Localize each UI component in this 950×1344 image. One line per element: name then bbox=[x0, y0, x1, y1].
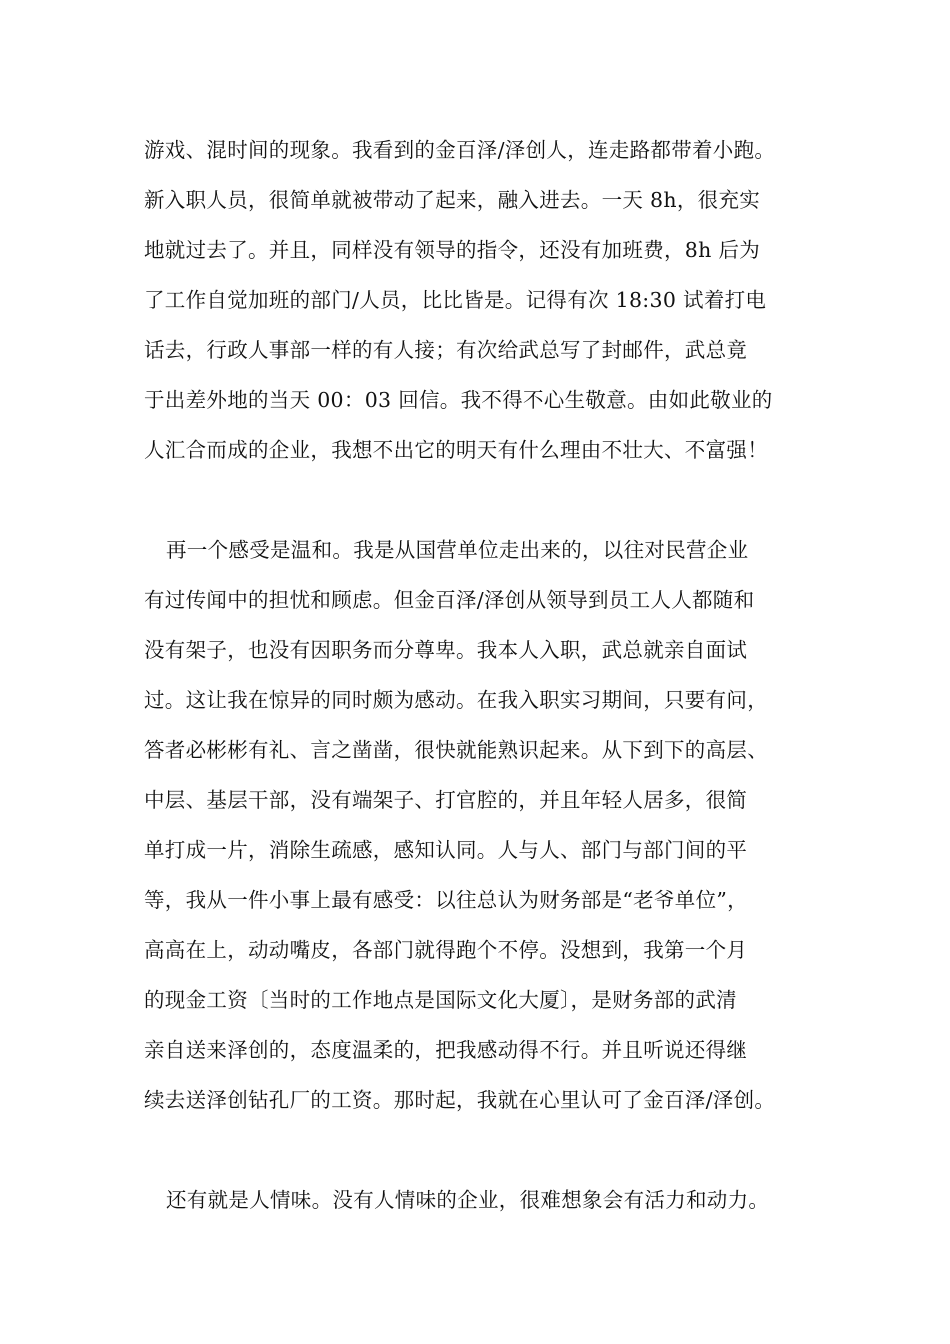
text-line: 中层、基层干部，没有端架子、打官腔的，并且年轻人居多，很简 bbox=[144, 788, 748, 812]
text-line: 还有就是人情味。没有人情味的企业，很难想象会有活力和动力。 bbox=[166, 1188, 770, 1212]
text-line: 等，我从一件小事上最有感受：以往总认为财务部是“老爷单位”， bbox=[144, 888, 748, 912]
text-line: 地就过去了。并且，同样没有领导的指令，还没有加班费，8h 后为 bbox=[144, 238, 761, 262]
text-line: 游戏、混时间的现象。我看到的金百泽/泽创人，连走路都带着小跑。 bbox=[144, 138, 776, 162]
text-line: 了工作自觉加班的部门/人员，比比皆是。记得有次 18:30 试着打电 bbox=[144, 288, 767, 312]
text-line: 续去送泽创钻孔厂的工资。那时起，我就在心里认可了金百泽/泽创。 bbox=[144, 1088, 776, 1112]
text-line: 亲自送来泽创的，态度温柔的，把我感动得不行。并且听说还得继 bbox=[144, 1038, 748, 1062]
text-line: 过。这让我在惊异的同时颇为感动。在我入职实习期间，只要有问， bbox=[144, 688, 768, 712]
text-line: 高高在上，动动嘴皮，各部门就得跑个不停。没想到，我第一个月 bbox=[144, 938, 748, 962]
text-line: 人汇合而成的企业，我想不出它的明天有什么理由不壮大、不富强！ bbox=[144, 438, 768, 462]
text-line: 的现金工资〔当时的工作地点是国际文化大厦〕，是财务部的武清 bbox=[144, 988, 737, 1012]
text-line: 答者必彬彬有礼、言之凿凿，很快就能熟识起来。从下到下的高层、 bbox=[144, 738, 768, 762]
text-line: 单打成一片，消除生疏感，感知认同。人与人、部门与部门间的平 bbox=[144, 838, 748, 862]
text-line: 没有架子，也没有因职务而分尊卑。我本人入职，武总就亲自面试 bbox=[144, 638, 748, 662]
text-line: 有过传闻中的担忧和顾虑。但金百泽/泽创从领导到员工人人都随和 bbox=[144, 588, 755, 612]
text-line: 新入职人员，很简单就被带动了起来，融入进去。一天 8h，很充实 bbox=[144, 188, 761, 212]
text-line: 话去，行政人事部一样的有人接；有次给武总写了封邮件，武总竟 bbox=[144, 338, 748, 362]
text-line: 于出差外地的当天 00：03 回信。我不得不心生敬意。由如此敬业的 bbox=[144, 388, 773, 412]
text-line: 再一个感受是温和。我是从国营单位走出来的，以往对民营企业 bbox=[166, 538, 749, 562]
